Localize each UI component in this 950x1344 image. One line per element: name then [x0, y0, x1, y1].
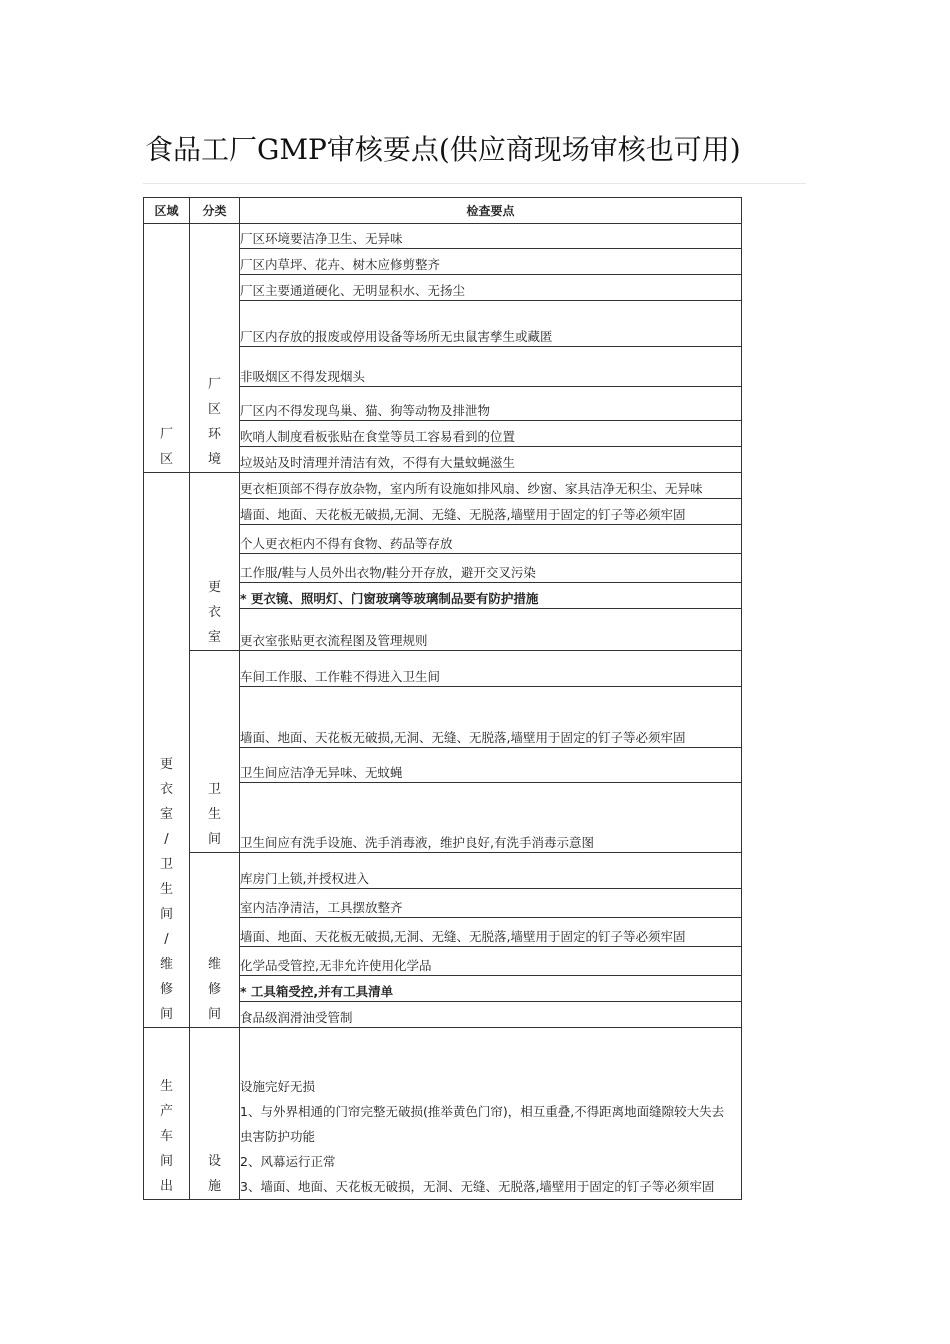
category-cell-facility: 设 施 — [190, 1028, 240, 1200]
area-cell-locker-toilet-maintenance: 更 衣 室 / 卫 生 间 / 维 修 间 — [144, 473, 190, 1028]
area-cell-production: 生 产 车 间 出 — [144, 1028, 190, 1200]
category-cell-maintenance: 维 修 间 — [190, 853, 240, 1028]
table-header-row — [144, 198, 742, 224]
check-item-facility — [240, 1028, 742, 1200]
header-points: 检查要点 — [240, 198, 742, 224]
check-item-key: * 更衣镜、照明灯、门窗玻璃等玻璃制品要有防护措施 — [240, 583, 742, 609]
check-item: 更衣柜顶部不得存放杂物，室内所有设施如排风扇、纱窗、家具洁净无积尘、无异味 — [240, 473, 742, 499]
category-cell-environment: 厂 区 环 境 — [190, 224, 240, 473]
check-item: 非吸烟区不得发现烟头 — [240, 347, 742, 387]
check-item: 食品级润滑油受管制 — [240, 1002, 742, 1028]
check-item: 库房门上锁,并授权进入 — [240, 853, 742, 889]
document-title: 食品工厂GMP审核要点(供应商现场审核也可用) — [145, 133, 741, 166]
check-item: 厂区内草坪、花卉、树木应修剪整齐 — [240, 249, 742, 275]
category-cell-toilet: 卫 生 间 — [190, 651, 240, 853]
check-item: 卫生间应洁净无异味、无蚊蝇 — [240, 748, 742, 783]
facility-line: 2、风幕运行正常 — [240, 1154, 336, 1169]
check-item: 工作服/鞋与人员外出衣物/鞋分开存放，避开交叉污染 — [240, 554, 742, 583]
facility-line: 3、墙面、地面、天花板无破损，无洞、无缝、无脱落,墙壁用于固定的钉子等必须牢固 — [240, 1179, 715, 1194]
check-item: 厂区主要通道硬化、无明显积水、无扬尘 — [240, 275, 742, 301]
check-item: 墙面、地面、天花板无破损,无洞、无缝、无脱落,墙壁用于固定的钉子等必须牢固 — [240, 499, 742, 525]
facility-line: 1、与外界相通的门帘完整无破损(推举黄色门帘)，相互重叠,不得距离地面缝隙较大失去 — [240, 1104, 725, 1119]
check-item: 个人更衣柜内不得有食物、药品等存放 — [240, 525, 742, 554]
check-item: 室内洁净清洁，工具摆放整齐 — [240, 889, 742, 918]
check-item-key: * 工具箱受控,并有工具清单 — [240, 976, 742, 1002]
check-item: 厂区环境要洁净卫生、无异味 — [240, 224, 742, 249]
header-category: 分类 — [190, 198, 240, 224]
title-divider — [143, 183, 806, 184]
check-item: 吹哨人制度看板张贴在食堂等员工容易看到的位置 — [240, 421, 742, 447]
header-area: 区域 — [144, 198, 190, 224]
check-item: 更衣室张贴更衣流程图及管理规则 — [240, 609, 742, 651]
facility-line: 虫害防护功能 — [240, 1129, 316, 1144]
table-row — [144, 473, 742, 499]
check-item: 卫生间应有洗手设施、洗手消毒液，维护良好,有洗手消毒示意图 — [240, 783, 742, 853]
table-row — [144, 1028, 742, 1200]
area-cell-factory: 厂 区 — [144, 224, 190, 473]
check-item: 墙面、地面、天花板无破损,无洞、无缝、无脱落,墙壁用于固定的钉子等必须牢固 — [240, 687, 742, 748]
audit-table — [143, 197, 742, 1200]
check-item: 车间工作服、工作鞋不得进入卫生间 — [240, 651, 742, 687]
check-item: 垃圾站及时清理并清洁有效，不得有大量蚊蝇滋生 — [240, 447, 742, 473]
table-row — [144, 651, 742, 687]
facility-line: 设施完好无损 — [240, 1079, 316, 1094]
category-cell-locker-room: 更 衣 室 — [190, 473, 240, 651]
check-item: 厂区内存放的报废或停用设备等场所无虫鼠害孳生或藏匿 — [240, 301, 742, 347]
table-row — [144, 853, 742, 889]
check-item: 墙面、地面、天花板无破损,无洞、无缝、无脱落,墙壁用于固定的钉子等必须牢固 — [240, 918, 742, 947]
table-row — [144, 224, 742, 249]
check-item: 化学品受管控,无非允许使用化学品 — [240, 947, 742, 976]
check-item: 厂区内不得发现鸟巢、猫、狗等动物及排泄物 — [240, 387, 742, 421]
